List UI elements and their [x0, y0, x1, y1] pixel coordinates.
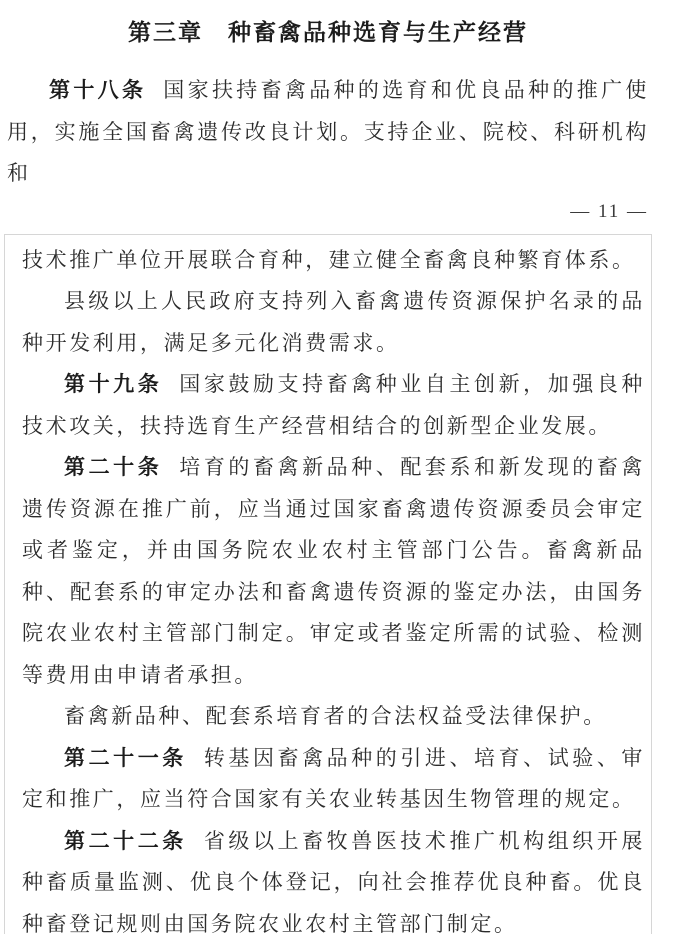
paragraph-text: 县级以上人民政府支持列入畜禽遗传资源保护名录的品种开发利用，满足多元化消费需求。: [22, 289, 645, 355]
paragraph-text: 转基因畜禽品种的引进、培育、试验、审定和推广，应当符合国家有关农业转基因生物管理的规定。: [22, 746, 645, 812]
paragraph-continuation: [22, 240, 645, 282]
page-top-section: [0, 0, 679, 225]
article-number: 第二十二条: [64, 830, 187, 853]
page-number: — 11 —: [7, 199, 649, 225]
paragraph-text: 培育的畜禽新品种、配套系和新发现的畜禽遗传资源在推广前，应当通过国家畜禽遗传资源委员会审定或者鉴定，并由国务院农业农村主管部门公告。畜禽新品种、配套系的审定办法和畜禽遗传资源的鉴定办法，由国务院农业农村主管部门制定。审定或者鉴定所需的试验、检测等费用由申请者承担。: [22, 455, 645, 687]
chapter-title: 第三章 种畜禽品种选育与生产经营: [7, 14, 649, 47]
paragraph-text: 国家鼓励支持畜禽种业自主创新，加强良种技术攻关，扶持选育生产经营相结合的创新型企业发展。: [22, 372, 645, 438]
paragraph-article-21: [22, 738, 645, 821]
paragraph-article-20: [22, 447, 645, 696]
paragraph: [22, 696, 645, 738]
paragraph-text: 省级以上畜牧兽医技术推广机构组织开展种畜质量监测、优良个体登记，向社会推荐优良种畜。优良种畜登记规则由国务院农业农村主管部门制定。: [22, 829, 645, 936]
paragraph-text: 技术推广单位开展联合育种，建立健全畜禽良种繁育体系。: [22, 248, 636, 272]
paragraph-article-19: [22, 364, 645, 447]
paragraph-article-18: [7, 70, 649, 195]
article-number: 第二十一条: [64, 747, 187, 770]
continuation-page-box: [4, 234, 652, 934]
paragraph-text: 国家扶持畜禽品种的选育和优良品种的推广使用，实施全国畜禽遗传改良计划。支持企业、院校、科研机构和: [7, 78, 649, 185]
article-number: 第十九条: [64, 373, 162, 396]
article-number: 第十八条: [49, 79, 146, 102]
paragraph: [22, 281, 645, 364]
paragraph-article-22: [22, 821, 645, 945]
paragraph-text: 畜禽新品种、配套系培育者的合法权益受法律保护。: [64, 704, 607, 728]
article-number: 第二十条: [64, 456, 162, 479]
